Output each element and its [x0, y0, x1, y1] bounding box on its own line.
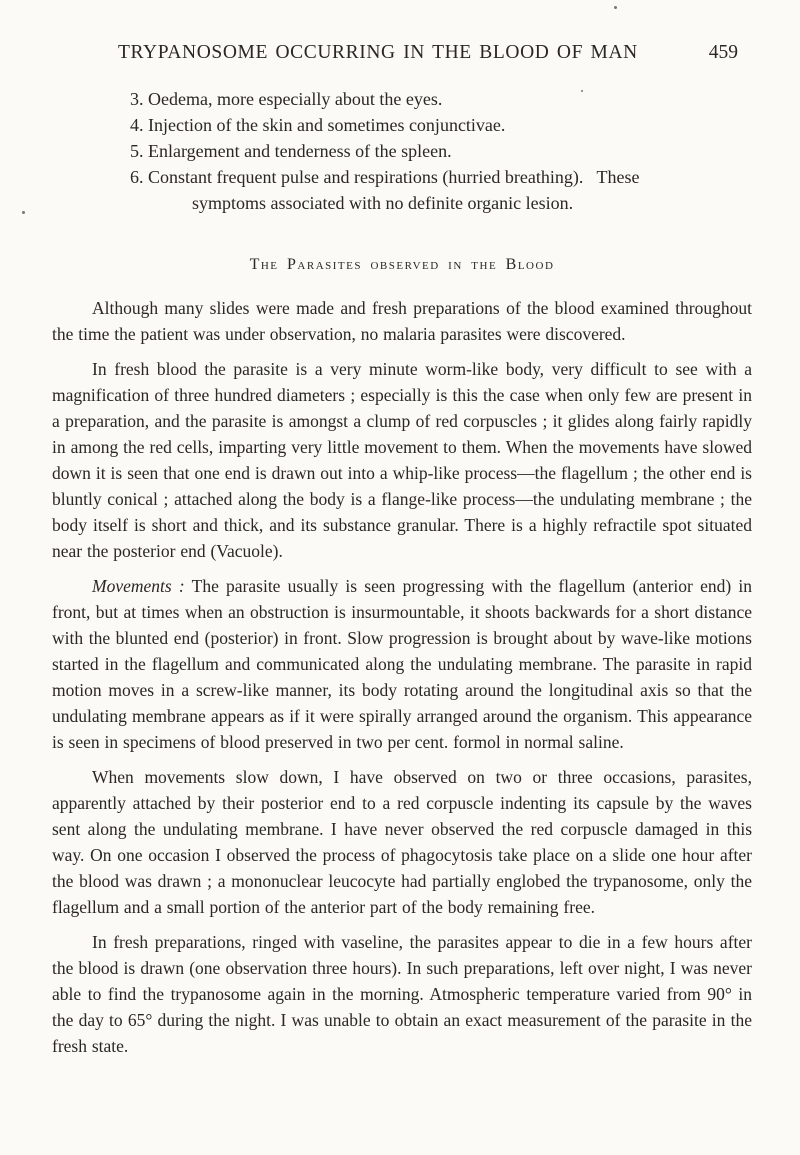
list-item-text: Constant frequent pulse and respirations (hurried breathing). These	[148, 167, 640, 187]
list-item-continuation: symptoms associated with no definite organic lesion.	[192, 193, 574, 213]
paragraph-observations: When movements slow down, I have observed on two or three occasions, parasites, apparently attached by their posterior end to a red corpuscle indenting its capsule by the waves sent along the undulating membrane. I have never observed the red corpuscle damaged in this way. On one occasion I observed the process of phagocytosis take place on a slide one hour after the blood was drawn ; a mononuclear leucocyte had partially englobed the trypanosome, only the flagellum and a small portion of the anterior part of the body remaining free.	[52, 767, 752, 917]
movements-text: The parasite usually is seen progressing with the flagellum (anterior end) in front, but at times when an obstruction is insurmountable, it shoots backwards for a short distance with the blunted end (posterior) in front. Slow progression is brought about by wave-like motions started in the flagellum and communicated along the undulating membrane. The parasite in rapid motion moves in a screw-like manner, its body rotating around the longitudinal axis so that the undulating membrane appears as if it were spirally arranged around the organism. This appearance is seen in specimens of blood preserved in two per cent. formol in normal saline.	[52, 576, 752, 752]
print-speck	[22, 211, 25, 214]
list-item	[130, 138, 752, 164]
print-speck	[581, 90, 583, 92]
section-heading-text: The Parasites observed in the Blood	[249, 256, 555, 273]
running-head	[52, 40, 752, 70]
running-head-title: TRYPANOSOME OCCURRING IN THE BLOOD OF MAN	[118, 42, 638, 63]
paragraph-malaria: Although many slides were made and fresh preparations of the blood examined throughout the time the patient was under observation, no malaria parasites were discovered.	[52, 298, 752, 344]
section-heading	[52, 256, 752, 274]
page-number: 459	[708, 42, 738, 63]
list-item	[130, 112, 752, 138]
book-page	[52, 40, 752, 1068]
list-item	[130, 164, 752, 216]
paragraph-fresh-blood: In fresh blood the parasite is a very minute worm-like body, very difficult to see with a magnification of three hundred diameters ; especially is this the case when only few are present in a preparation, and the parasite is amongst a clump of red corpuscles ; it glides along fairly rapidly in among the red cells, imparting very little movement to them. When the movements have slowed down it is seen that one end is drawn out into a whip-like process—the flagellum ; the other end is bluntly conical ; attached along the body is a flange-like process—the undulating membrane ; the body itself is short and thick, and its substance granular. There is a highly refractile spot situated near the posterior end (Vacuole).	[52, 359, 752, 561]
list-item-number: 6.	[130, 167, 144, 187]
paragraph-movements	[52, 573, 752, 755]
list-item-text: Oedema, more especially about the eyes.	[148, 89, 443, 109]
list-item-text: Injection of the skin and sometimes conjunctivae.	[148, 115, 506, 135]
symptom-list	[130, 86, 752, 216]
list-item-number: 5.	[130, 141, 144, 161]
print-speck	[614, 6, 617, 9]
list-item	[130, 86, 752, 112]
list-item-number: 4.	[130, 115, 144, 135]
list-item-text: Enlargement and tenderness of the spleen.	[148, 141, 452, 161]
list-item-number: 3.	[130, 89, 144, 109]
paragraph-preparations: In fresh preparations, ringed with vaseline, the parasites appear to die in a few hours after the blood is drawn (one observation three hours). In such preparations, left over night, I was never able to find the trypanosome again in the morning. Atmospheric temperature varied from 90° in the day to 65° during the night. I was unable to obtain an exact measurement of the parasite in the fresh state.	[52, 932, 752, 1056]
movements-run-in-heading: Movements :	[92, 576, 185, 596]
